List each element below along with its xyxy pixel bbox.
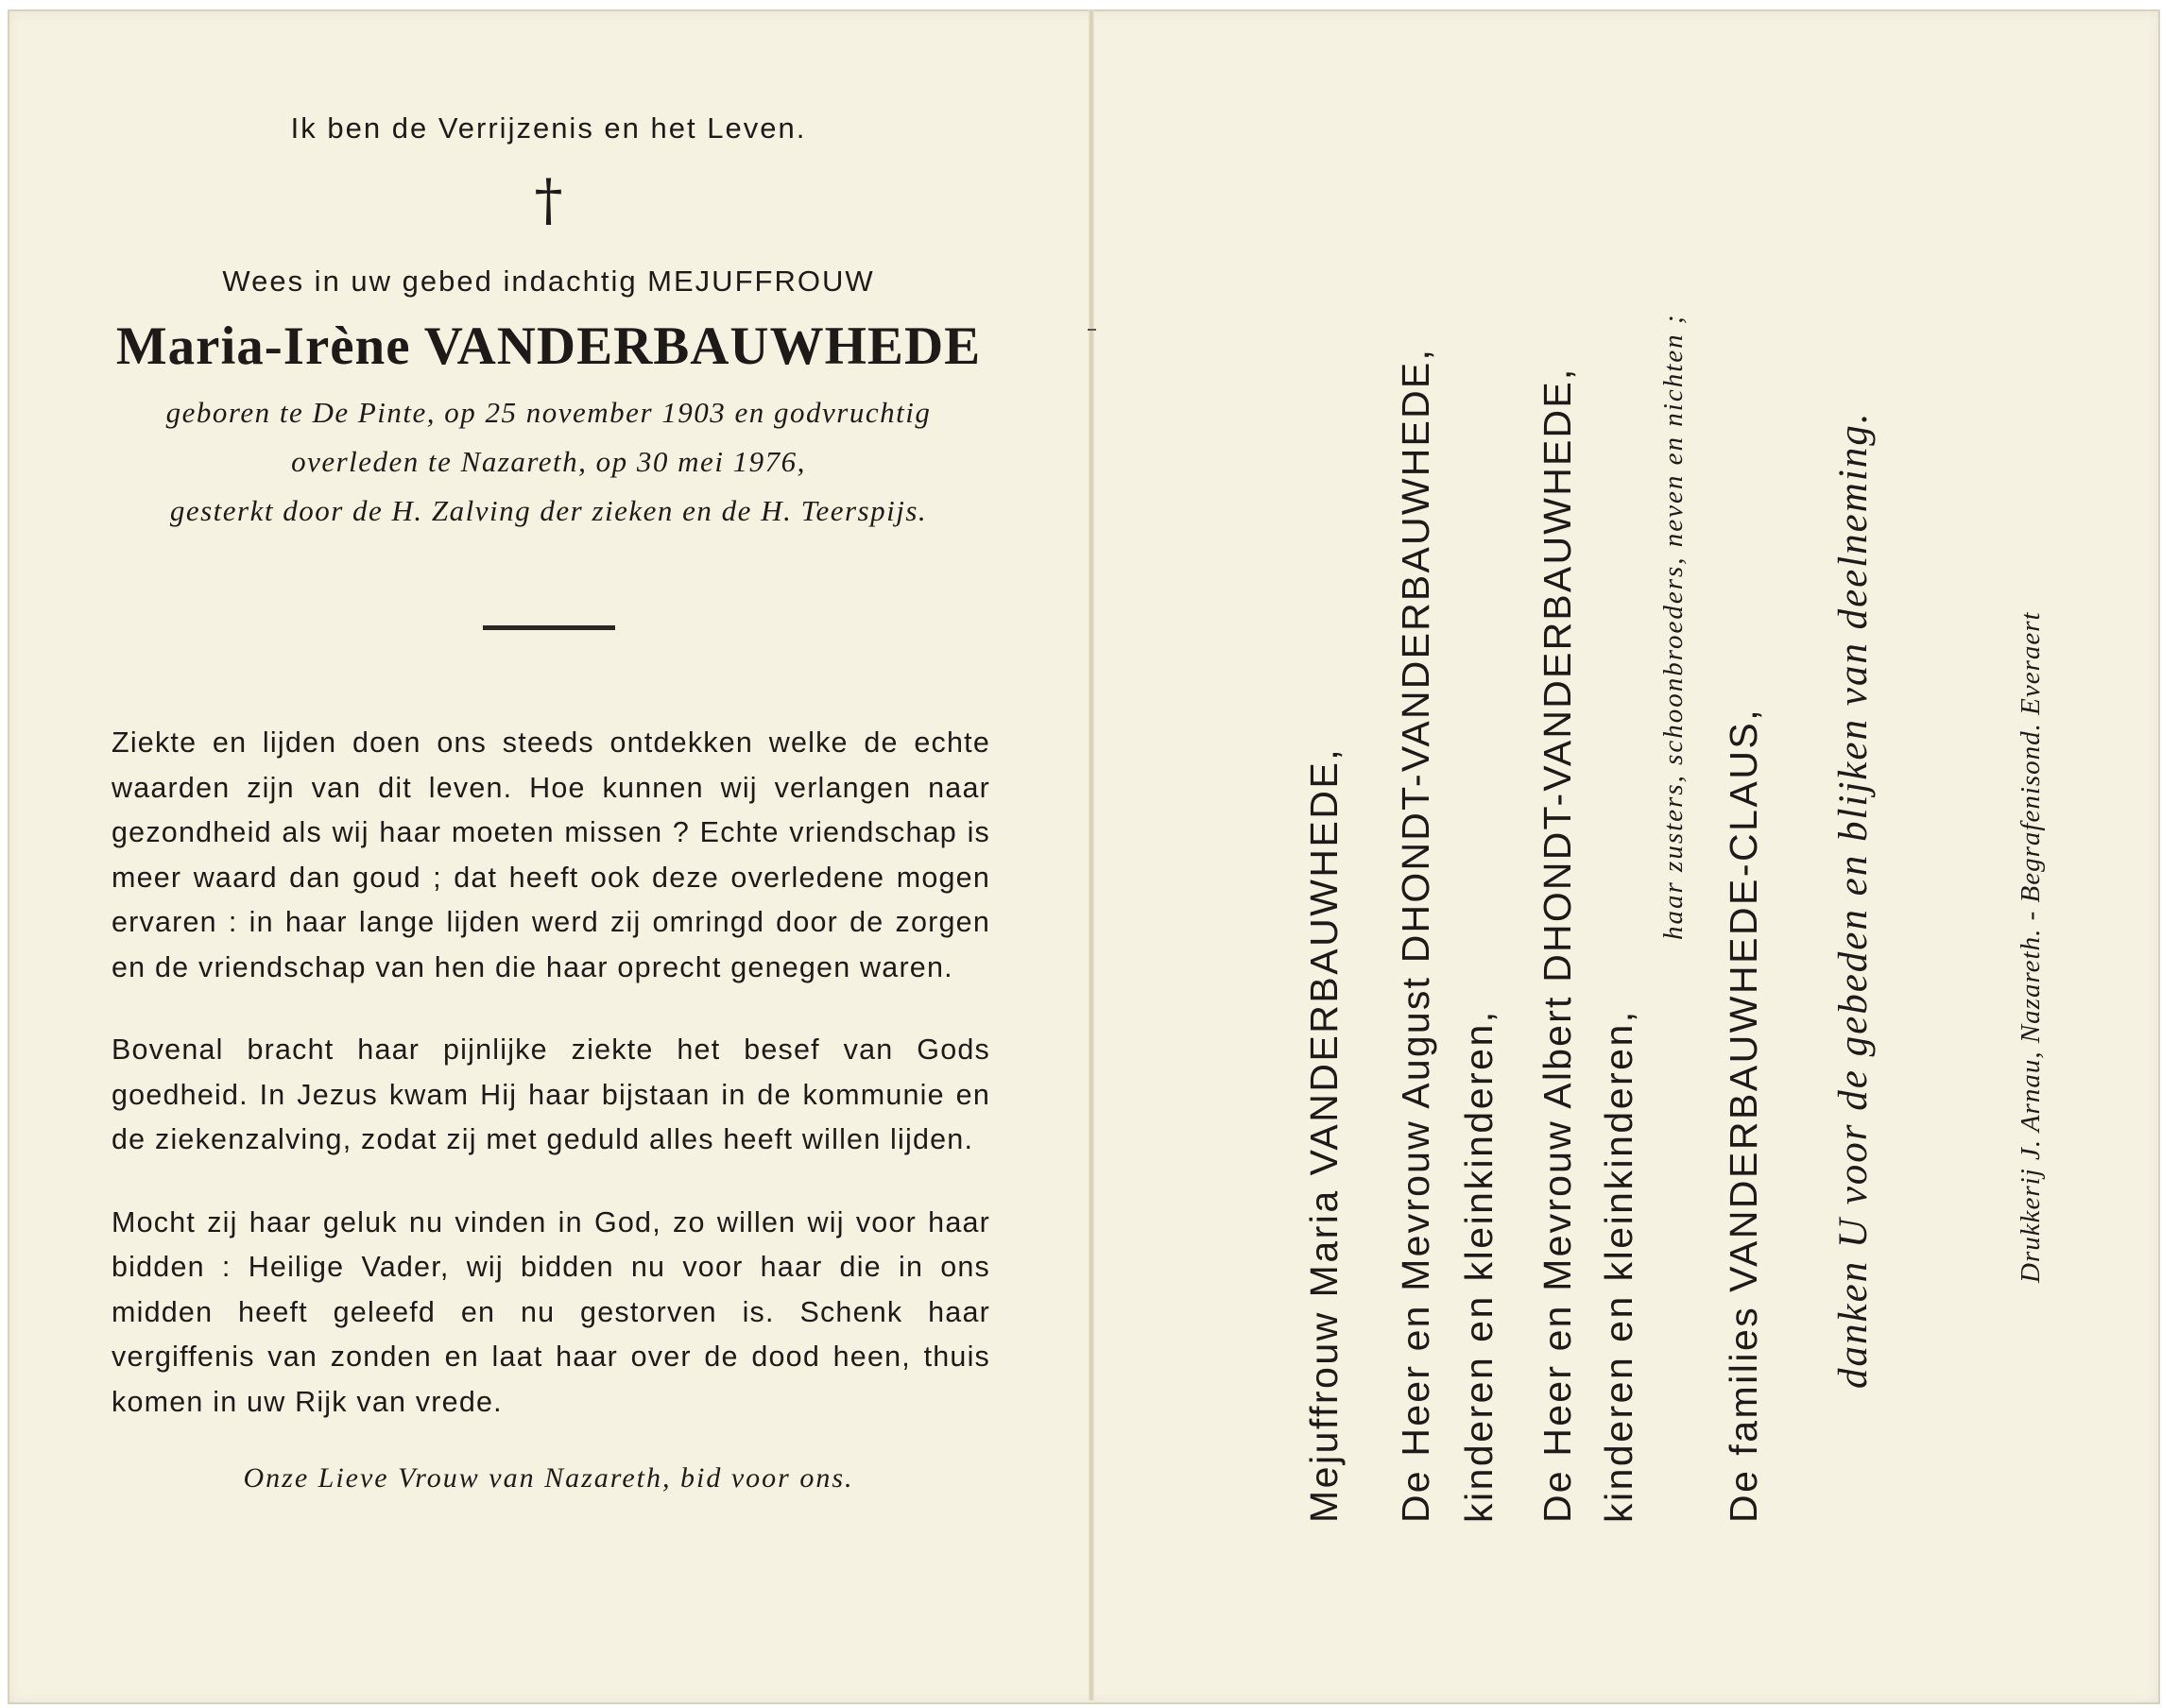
fold-mark — [1088, 329, 1096, 331]
family-line-2: De Heer en Mevrouw August DHONDT-VANDERBAUWHEDE, — [1394, 347, 1437, 1523]
left-page — [102, 111, 995, 1494]
printer-credit: Drukkerij J. Arnau, Nazareth. - Begrafenisond. Everaert — [2016, 611, 2046, 1283]
thanks-line: danken U voor de gebeden en blijken van deelneming. — [1831, 411, 1876, 1389]
deceased-name: Maria-Irène VANDERBAUWHEDE — [115, 316, 982, 376]
family-line-4: De Heer en Mevrouw Albert DHONDT-VANDERBAUWHEDE, — [1536, 367, 1579, 1523]
life-line-1: geboren te De Pinte, op 25 november 1903 en godvruchtig — [165, 396, 932, 429]
cross-icon: † — [534, 167, 563, 233]
motto: Ik ben de Verrijzenis en het Leven. — [290, 111, 807, 145]
closing-prayer: Onze Lieve Vrouw van Nazareth, bid voor ons. — [243, 1462, 854, 1494]
family-line-6: haar zusters, schoonbroeders, neven en nichten ; — [1658, 313, 1689, 940]
life-line-2: overleden te Nazareth, op 30 mei 1976, — [291, 445, 806, 478]
family-line-7: De families VANDERBAUWHEDE-CLAUS, — [1722, 707, 1765, 1523]
card-fold — [1089, 9, 1094, 1700]
paragraph-2: Bovenal bracht haar pijnlijke ziekte het besef van Gods goedheid. In Jezus kwam Hij haar bijstaan in de kommunie en de ziekenzalving, zodat zij met geduld alles heeft willen lijden. — [112, 1033, 990, 1155]
family-line-1: Mejuffrouw Maria VANDERBAUWHEDE, — [1302, 746, 1346, 1523]
life-line-3: gesterkt door de H. Zalving der zieken en de H. Teerspijs. — [169, 494, 928, 527]
remember-line: Wees in uw gebed indachtig MEJUFFROUW — [222, 265, 875, 298]
divider — [483, 625, 615, 630]
family-line-3: kinderen en kleinkinderen, — [1457, 1009, 1501, 1523]
family-line-5: kinderen en kleinkinderen, — [1597, 1009, 1640, 1523]
paragraph-3: Mocht zij haar geluk nu vinden in God, zo willen wij voor haar bidden : Heilige Vader, wij bidden nu voor haar die in ons midden heeft geleefd en nu gestorven is. Schenk haar vergiffenis van zonden en laat haar over de dood heen, thuis komen in uw Rijk van vrede. — [112, 1205, 990, 1418]
paragraph-1: Ziekte en lijden doen ons steeds ontdekken welke de echte waarden zijn van dit leven. Hoe kunnen wij verlangen naar gezondheid als wij haar moeten missen ? Echte vriendschap is meer waard dan goud ; dat heeft ook deze overledene mogen ervaren : in haar lange lijden werd zij omringd door de zorgen en de vriendschap van hen die haar oprecht genegen waren. — [112, 726, 990, 983]
